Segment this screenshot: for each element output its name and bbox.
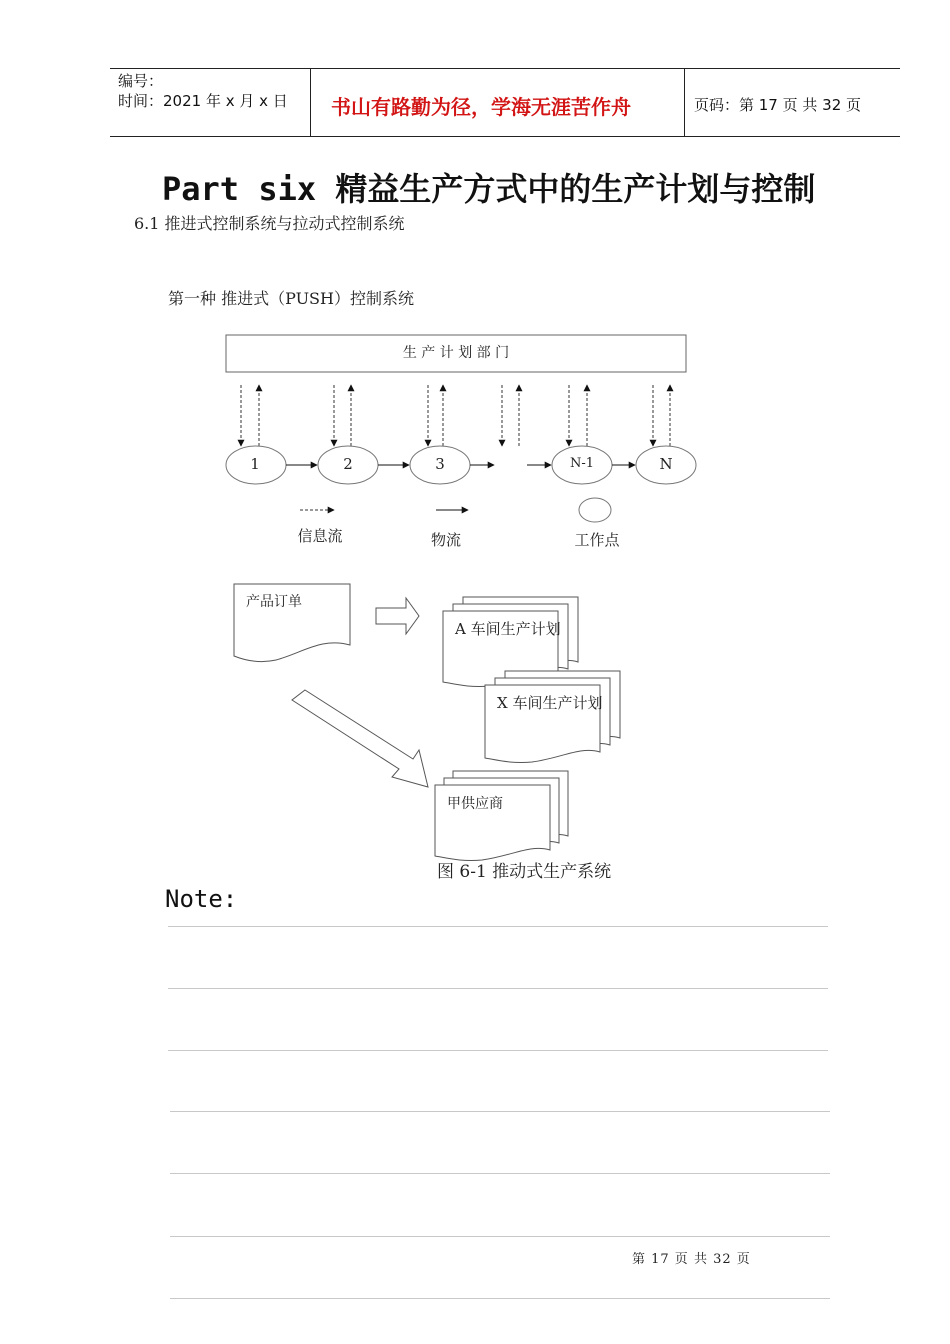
product-order-label: 产品订单 [246, 594, 302, 610]
dept-label: 生 产 计 划 部 门 [402, 345, 510, 361]
subsection-heading: 第一种 推进式（PUSH）控制系统 [168, 289, 414, 308]
supplier-label: 甲供应商 [447, 796, 503, 812]
note-rule [170, 1111, 830, 1112]
note-rule [168, 988, 828, 989]
block-arrow-diagonal [292, 690, 428, 787]
node-label: 3 [435, 455, 445, 473]
header-motto: 书山有路勤为径，学海无涯苦作舟 [331, 95, 631, 119]
note-label: Note: [165, 885, 238, 913]
header-time-label: 时间：2021 年 x 月 x 日 [118, 92, 288, 110]
legend-material-label: 物流 [430, 531, 462, 549]
note-rule [168, 926, 828, 927]
note-rule [170, 1298, 830, 1299]
note-rule [168, 1050, 828, 1051]
page-footer: 第 17 页 共 32 页 [632, 1252, 751, 1267]
info-flow-arrows [241, 385, 670, 446]
node-label: 1 [250, 455, 260, 473]
figure-caption: 图 6-1 推动式生产系统 [437, 862, 612, 882]
note-rule [170, 1173, 830, 1174]
node-label: 2 [343, 455, 353, 473]
workshop-x-label: X 车间生产计划 [497, 694, 603, 712]
header-number-label: 编号： [118, 72, 164, 90]
block-arrow-right [376, 598, 419, 634]
workshop-a-label: A 车间生产计划 [455, 620, 561, 638]
header-page-label: 页码：第 17 页 共 32 页 [694, 96, 862, 114]
legend-info-label: 信息流 [297, 527, 343, 545]
node-label: N-1 [569, 456, 595, 471]
legend-work-point-icon [579, 498, 611, 522]
note-rule [170, 1236, 830, 1237]
section-heading: 6.1 推进式控制系统与拉动式控制系统 [134, 214, 405, 233]
legend-work-point-label: 工作点 [574, 531, 620, 549]
page-title: Part six 精益生产方式中的生产计划与控制 [162, 170, 816, 208]
node-label: N [659, 455, 673, 473]
